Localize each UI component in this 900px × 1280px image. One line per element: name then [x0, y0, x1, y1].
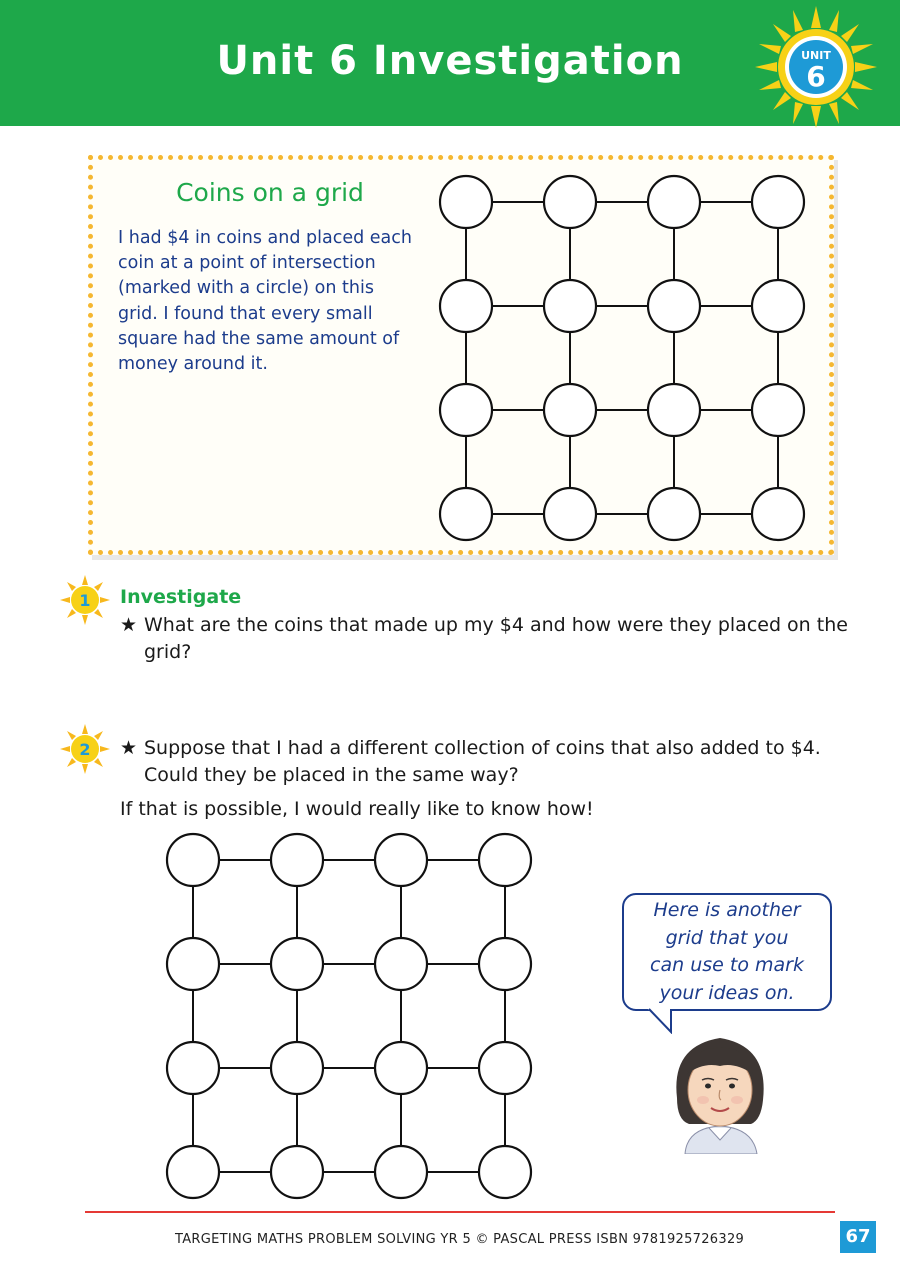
coin-circle[interactable] — [752, 280, 804, 332]
question-2-badge — [60, 724, 110, 774]
sun-icon — [755, 6, 877, 128]
question-2-text — [120, 735, 850, 789]
footer-text: TARGETING MATHS PROBLEM SOLVING YR 5 © PASCAL PRESS ISBN 9781925726329 — [175, 1232, 745, 1247]
coin-circle[interactable] — [440, 280, 492, 332]
intro-box-title: Coins on a grid — [176, 178, 364, 207]
coin-circle[interactable] — [271, 1146, 323, 1198]
intro-line: (marked with a circle) on this — [118, 278, 374, 299]
coin-grid-example — [438, 174, 808, 544]
coin-circle[interactable] — [648, 176, 700, 228]
question-1-line: What are the coins that made up my $4 and how were they placed on the — [144, 614, 848, 636]
unit-badge-label: UNIT — [801, 49, 831, 62]
footer-rule — [85, 1211, 835, 1213]
star-icon: ★ — [120, 737, 138, 759]
coin-circle[interactable] — [167, 834, 219, 886]
coin-circle[interactable] — [479, 1042, 531, 1094]
bubble-line: your ideas on. — [659, 981, 795, 1004]
question-1-number: 1 — [79, 591, 91, 610]
coin-circle[interactable] — [167, 938, 219, 990]
question-2-follow-up: If that is possible, I would really like to know how! — [120, 798, 594, 820]
intro-line: I had $4 in coins and placed each — [118, 228, 412, 248]
coin-circle[interactable] — [167, 1146, 219, 1198]
coin-circle[interactable] — [167, 1042, 219, 1094]
coin-circle[interactable] — [544, 488, 596, 540]
coin-circle[interactable] — [271, 938, 323, 990]
unit-badge-number: 6 — [806, 60, 826, 93]
bubble-line: grid that you — [665, 926, 789, 949]
coin-circle[interactable] — [648, 280, 700, 332]
intro-line: money around it. — [118, 354, 268, 375]
coin-circle[interactable] — [440, 384, 492, 436]
coin-circle[interactable] — [375, 1042, 427, 1094]
page-number: 67 — [840, 1221, 876, 1253]
unit-badge — [755, 6, 877, 128]
coin-circle[interactable] — [479, 1146, 531, 1198]
coin-circle[interactable] — [544, 384, 596, 436]
intro-line: grid. I found that every small — [118, 303, 373, 324]
question-1-heading: Investigate — [120, 586, 242, 608]
question-1-line: grid? — [144, 641, 192, 663]
coin-circle[interactable] — [271, 834, 323, 886]
coin-circle[interactable] — [752, 488, 804, 540]
question-1-text — [120, 612, 850, 666]
coin-circle[interactable] — [479, 938, 531, 990]
coin-circle[interactable] — [440, 176, 492, 228]
bubble-line: Here is another — [653, 899, 801, 921]
coin-circle[interactable] — [375, 938, 427, 990]
coin-circle[interactable] — [440, 488, 492, 540]
intro-line: coin at a point of intersection — [118, 253, 376, 274]
coin-circle[interactable] — [544, 280, 596, 332]
intro-box-text — [118, 226, 428, 377]
girl-illustration — [665, 1028, 775, 1154]
question-2-line: Could they be placed in the same way? — [144, 764, 519, 786]
question-2-line: Suppose that I had a different collection of coins that also added to $4. — [144, 737, 821, 759]
coin-circle[interactable] — [479, 834, 531, 886]
coin-circle[interactable] — [752, 176, 804, 228]
coin-circle[interactable] — [752, 384, 804, 436]
sun-number-icon — [60, 575, 110, 625]
coin-circle[interactable] — [375, 834, 427, 886]
page-title: Unit 6 Investigation — [216, 38, 684, 84]
coin-circle[interactable] — [648, 488, 700, 540]
coin-circle[interactable] — [375, 1146, 427, 1198]
coin-circle[interactable] — [648, 384, 700, 436]
coin-circle[interactable] — [544, 176, 596, 228]
speech-bubble-text — [624, 897, 830, 1007]
intro-line: square had the same amount of — [118, 328, 400, 349]
question-1-badge — [60, 575, 110, 625]
sun-number-icon — [60, 724, 110, 774]
coin-grid-answer — [165, 832, 535, 1202]
bubble-line: can use to mark — [650, 954, 804, 976]
question-2-number: 2 — [79, 740, 91, 759]
star-icon: ★ — [120, 614, 138, 636]
coin-circle[interactable] — [271, 1042, 323, 1094]
